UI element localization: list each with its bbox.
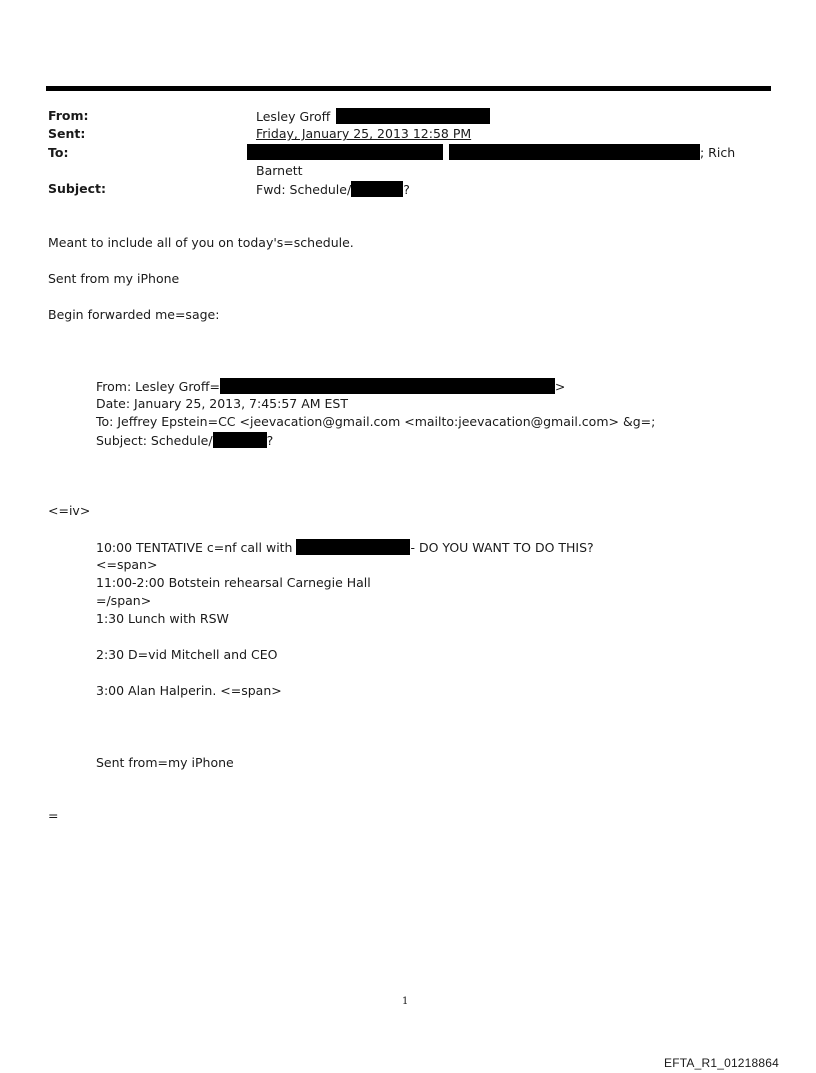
signature: Sent from=my iPhone	[96, 755, 234, 770]
forwarded-from	[96, 378, 565, 394]
schedule-item: 3:00 Alan Halperin. <=span>	[96, 683, 282, 698]
redaction-box	[336, 108, 490, 124]
forwarded-date: Date: January 25, 2013, 7:45:57 AM EST	[96, 396, 348, 411]
redaction-box	[296, 539, 410, 555]
schedule-item: 11:00-2:00 Botstein rehearsal Carnegie Hall	[96, 575, 371, 590]
body-line: Sent from my iPhone	[48, 271, 180, 286]
to-label: To:	[48, 145, 69, 160]
equals-line: =	[48, 808, 59, 823]
subject-value	[256, 181, 410, 197]
redaction-box	[220, 378, 555, 394]
schedule-item: 1:30 Lunch with RSW	[96, 611, 229, 626]
page-number: 1	[402, 996, 409, 1007]
span-tag: =/span>	[96, 593, 152, 608]
from-name: Lesley Groff	[256, 109, 331, 124]
subject-label: Subject:	[48, 181, 106, 196]
schedule-item-suffix: - DO YOU WANT TO DO THIS?	[410, 540, 594, 555]
redaction-box	[213, 432, 267, 448]
forwarded-from-tail: >	[554, 379, 566, 394]
span-tag: <=span>	[96, 557, 158, 572]
forwarded-subject-prefix: Subject: Schedule/	[96, 433, 213, 448]
schedule-item-prefix: 10:00 TENTATIVE c=nf call with	[96, 540, 293, 555]
forwarded-subject-suffix: ?	[266, 433, 274, 448]
forwarded-from-text: From: Lesley Groff=	[96, 379, 220, 394]
header-rule	[46, 86, 771, 91]
subject-prefix: Fwd: Schedule/	[256, 182, 352, 197]
redaction-box	[247, 144, 443, 160]
schedule-item: 2:30 D=vid Mitchell and CEO	[96, 647, 278, 662]
redaction-box	[351, 181, 403, 197]
to-value-end: ; Rich	[700, 145, 736, 160]
redaction-box	[449, 144, 700, 160]
from-label: From:	[48, 108, 89, 123]
forwarded-subject	[96, 432, 273, 448]
schedule-item	[96, 539, 594, 555]
from-value	[256, 108, 490, 124]
forwarded-to: To: Jeffrey Epstein=CC <jeevacation@gmail.com <mailto:jeevacation@gmail.com> &g=;	[96, 414, 656, 429]
subject-suffix: ?	[403, 182, 410, 197]
body-line: Meant to include all of you on today's=schedule.	[48, 235, 354, 250]
body-line: Begin forwarded me=sage:	[48, 307, 220, 322]
sent-label: Sent:	[48, 126, 86, 141]
div-tag: <=iv>	[48, 503, 91, 518]
sent-value: Friday, January 25, 2013 12:58 PM	[256, 126, 472, 141]
bates-number: EFTA_R1_01218864	[664, 1056, 780, 1070]
to-value-cont: Barnett	[256, 163, 303, 178]
